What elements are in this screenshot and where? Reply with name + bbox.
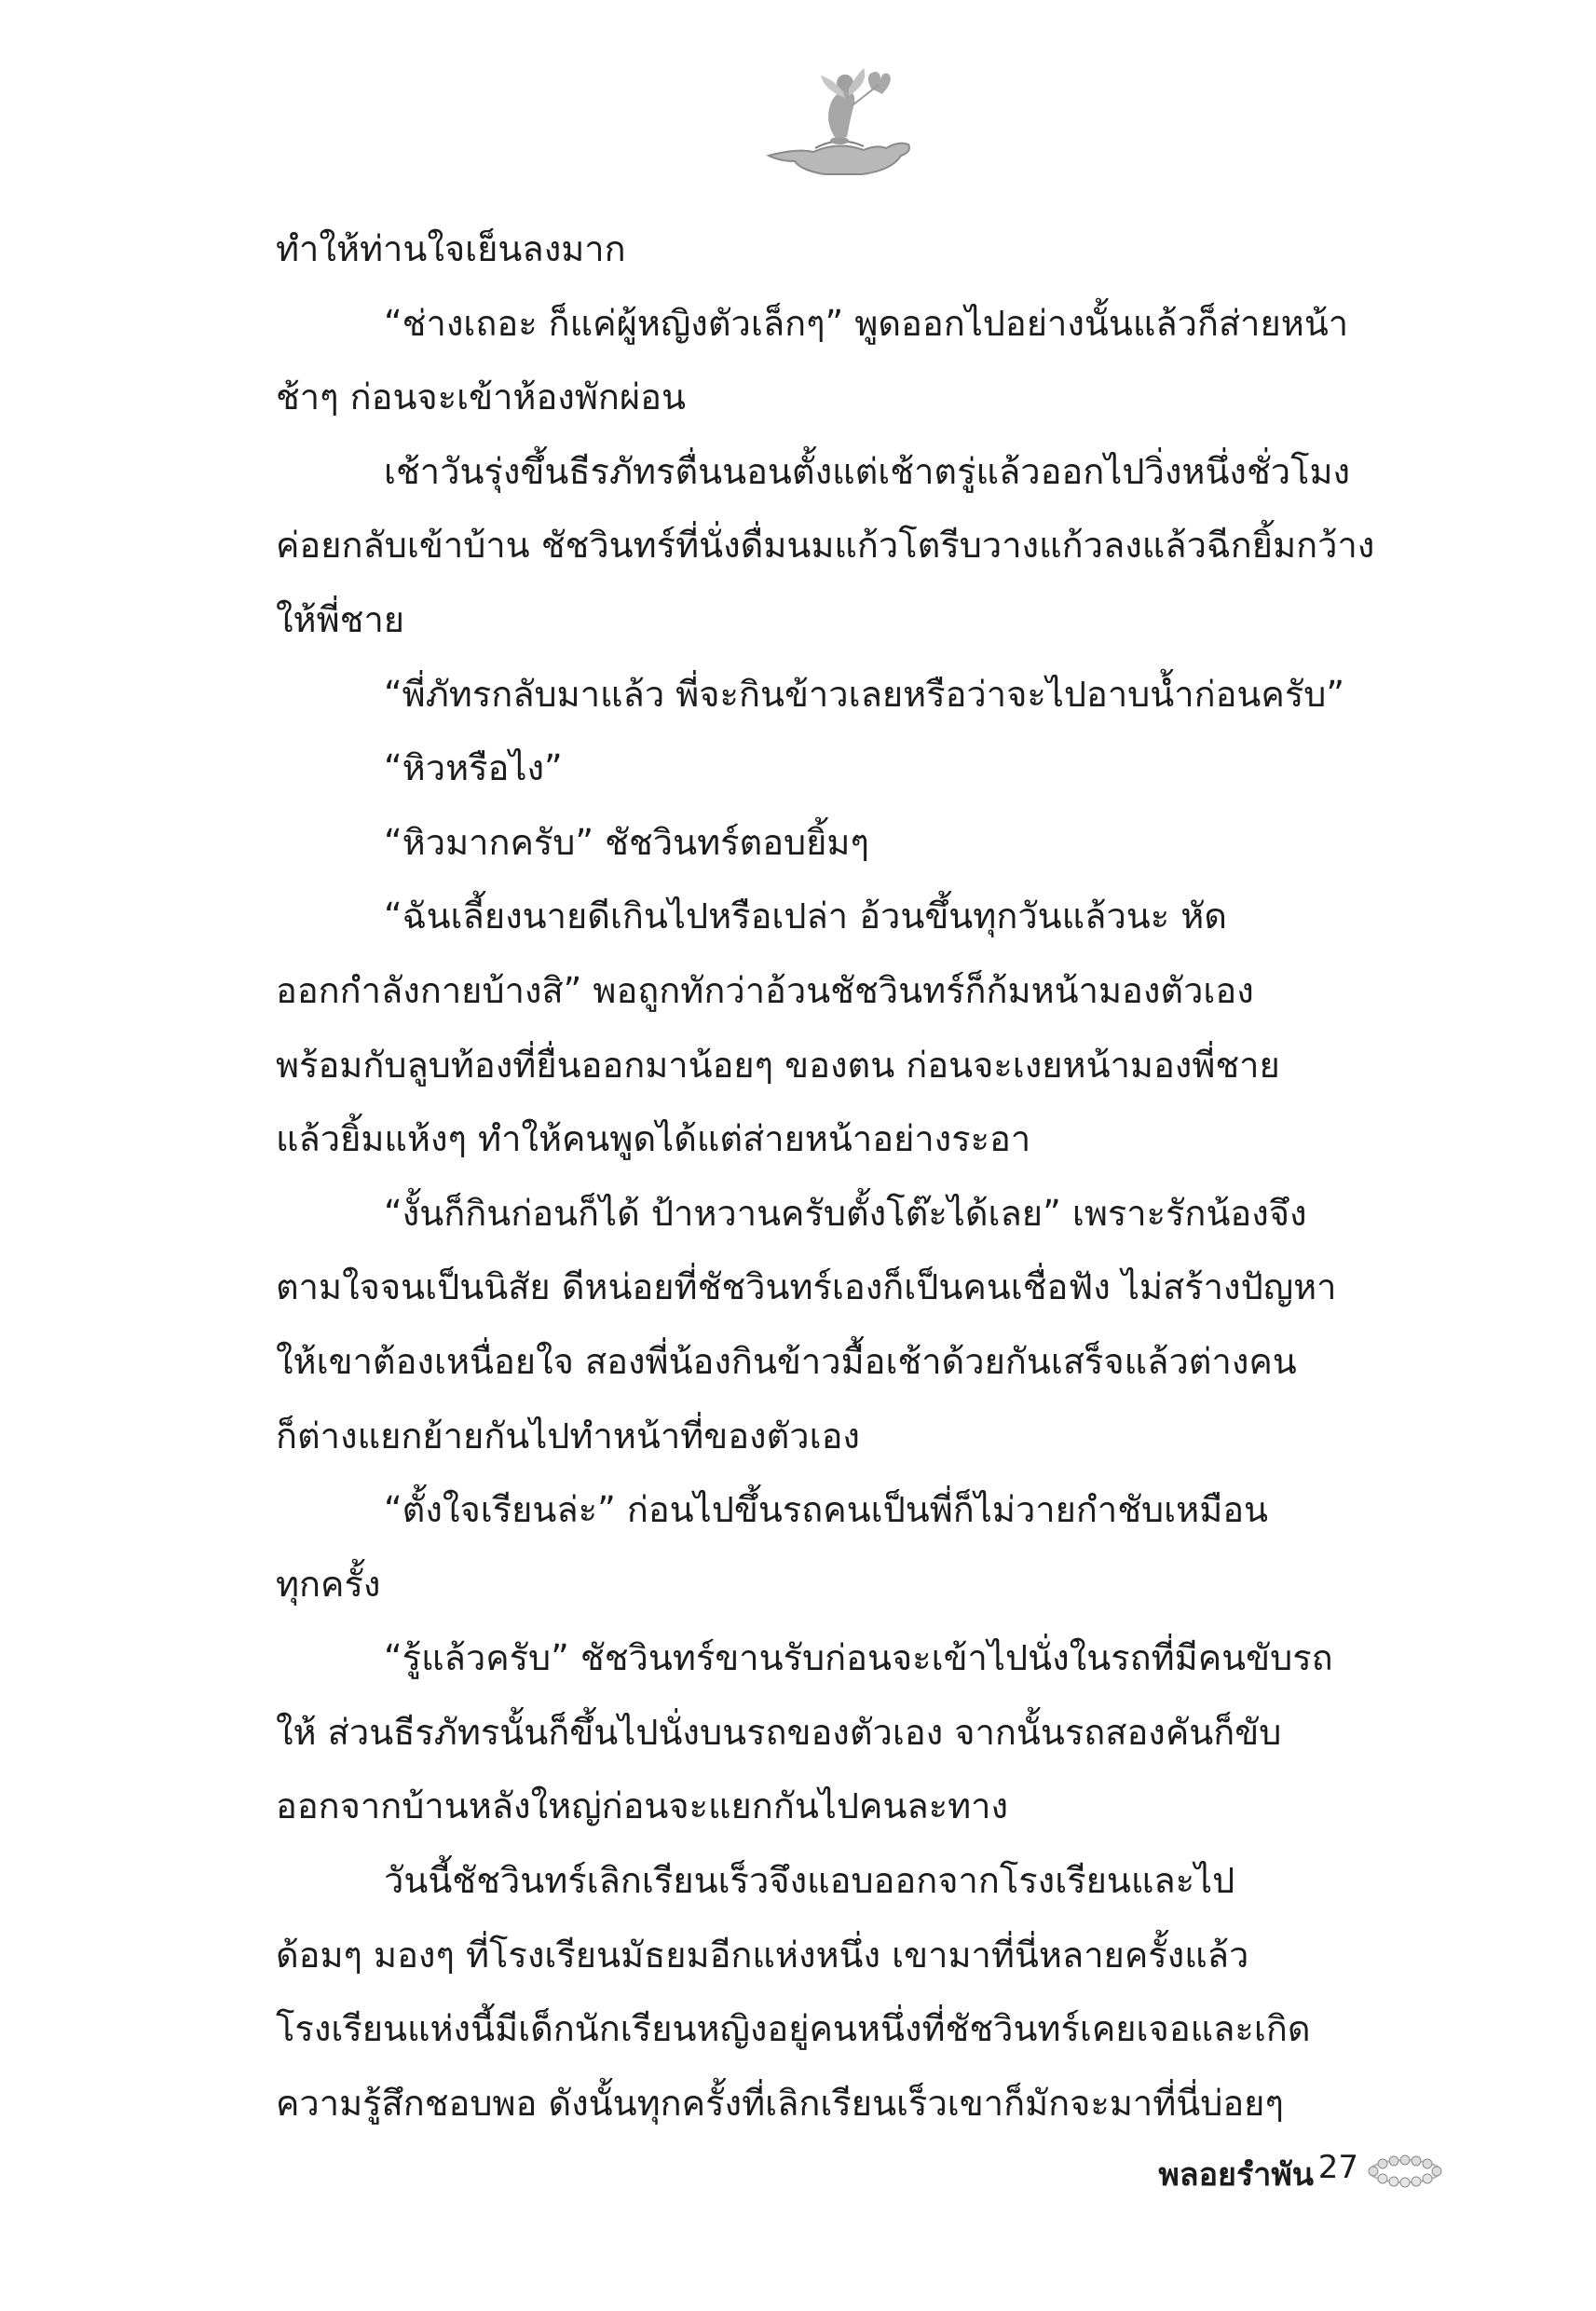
- text-line: ให้ ส่วนธีรภัทรนั้นก็ขึ้นไปนั่งบนรถของตัวเอง จากนั้นรถสองคันก็ขับ: [276, 1711, 1282, 1753]
- text-line: เช้าวันรุ่งขึ้นธีรภัทรตื่นนอนตั้งแต่เช้าตรู่แล้วออกไปวิ่งหนึ่งชั่วโมง: [384, 450, 1351, 492]
- text-line: โรงเรียนแห่งนี้มีเด็กนักเรียนหญิงอยู่คนหนึ่งที่ชัชวินทร์เคยเจอและเกิด: [276, 2008, 1311, 2050]
- text-line: “พี่ภัทรกลับมาแล้ว พี่จะกินข้าวเลยหรือว่าจะไปอาบน้ำก่อนครับ”: [384, 673, 1345, 715]
- text-line: วันนี้ชัชวินทร์เลิกเรียนเร็วจึงแอบออกจากโรงเรียนและไป: [384, 1860, 1235, 1902]
- page-footer: [1053, 2143, 1444, 2199]
- text-line: ค่อยกลับเข้าบ้าน ชัชวินทร์ที่นั่งดื่มนมแก้วโตรีบวางแก้วลงแล้วฉีกยิ้มกว้าง: [276, 525, 1375, 567]
- text-line: “ตั้งใจเรียนล่ะ” ก่อนไปขึ้นรถคนเป็นพี่ก็ไม่วายกำชับเหมือน: [384, 1489, 1269, 1531]
- text-line: ตามใจจนเป็นนิสัย ดีหน่อยที่ชัชวินทร์เองก็เป็นคนเชื่อฟัง ไม่สร้างปัญหา: [276, 1266, 1337, 1308]
- text-line: ความรู้สึกชอบพอ ดังนั้นทุกครั้งที่เลิกเรียนเร็วเขาก็มักจะมาที่นี่บ่อยๆ: [276, 2082, 1284, 2124]
- cupid-teapot-ornament-icon: [759, 51, 918, 182]
- text-line: ออกจากบ้านหลังใหญ่ก่อนจะแยกกันไปคนละทาง: [276, 1785, 1009, 1827]
- text-line: “ฉันเลี้ยงนายดีเกินไปหรือเปล่า อ้วนขึ้นทุกวันแล้วนะ หัด: [384, 896, 1227, 937]
- text-line: ให้พี่ชาย: [276, 598, 405, 640]
- page-number: 27: [1317, 2149, 1358, 2186]
- text-line: ทุกครั้ง: [276, 1563, 381, 1605]
- text-line: “หิวหรือไง”: [384, 747, 563, 789]
- story-text: [276, 212, 1424, 2140]
- bead-bracelet-icon: [1366, 2153, 1444, 2188]
- text-line: ให้เขาต้องเหนื่อยใจ สองพี่น้องกินข้าวมื้อเช้าด้วยกันเสร็จแล้วต่างคน: [276, 1340, 1297, 1382]
- text-line: แล้วยิ้มแห้งๆ ทำให้คนพูดได้แต่ส่ายหน้าอย่างระอา: [276, 1118, 1031, 1160]
- text-line: “ช่างเถอะ ก็แค่ผู้หญิงตัวเล็กๆ” พูดออกไปอย่างนั้นแล้วก็ส่ายหน้า: [384, 302, 1349, 344]
- text-line: พร้อมกับลูบท้องที่ยื่นออกมาน้อยๆ ของตน ก่อนจะเงยหน้ามองพี่ชาย: [276, 1044, 1280, 1086]
- text-line: “งั้นก็กินก่อนก็ได้ ป้าหวานครับตั้งโต๊ะได้เลย” เพราะรักน้องจึง: [384, 1192, 1307, 1234]
- text-line: “รู้แล้วครับ” ชัชวินทร์ขานรับก่อนจะเข้าไปนั่งในรถที่มีคนขับรถ: [384, 1637, 1333, 1679]
- text-line: “หิวมากครับ” ชัชวินทร์ตอบยิ้มๆ: [384, 821, 869, 863]
- book-title: พลอยรำพัน: [1158, 2156, 1314, 2194]
- text-line: ทำให้ท่านใจเย็นลงมาก: [276, 228, 626, 269]
- text-line: ออกกำลังกายบ้างสิ” พอถูกทักว่าอ้วนชัชวินทร์ก็ก้มหน้ามองตัวเอง: [276, 969, 1254, 1011]
- text-line: ก็ต่างแยกย้ายกันไปทำหน้าที่ของตัวเอง: [276, 1415, 860, 1456]
- text-line: ด้อมๆ มองๆ ที่โรงเรียนมัธยมอีกแห่งหนึ่ง เขามาที่นี่หลายครั้งแล้ว: [276, 1934, 1249, 1976]
- text-line: ช้าๆ ก่อนจะเข้าห้องพักผ่อน: [276, 376, 686, 418]
